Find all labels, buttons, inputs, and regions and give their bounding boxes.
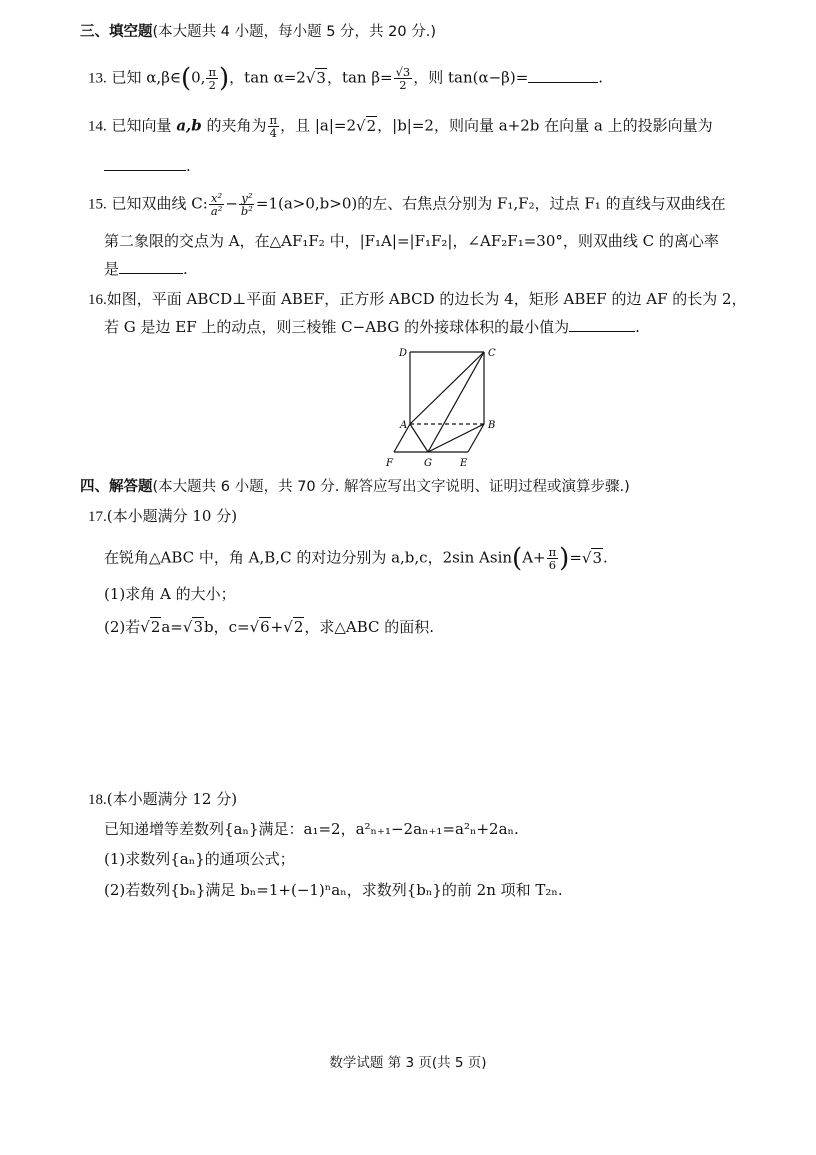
segment-AG (410, 424, 428, 452)
segment-CG (428, 352, 484, 452)
section-3-heading (80, 22, 436, 42)
q18-part-2: (2)若数列{bₙ}满足 bₙ=1+(−1)ⁿaₙ，求数列{bₙ}的前 2n 项和 T₂ₙ. (104, 881, 563, 899)
sqrt: √2 (356, 116, 377, 135)
sqrt: √6 (249, 618, 270, 636)
q17-part-1: (1)求角 A 的大小； (104, 585, 236, 603)
fraction: $\frac{\text{y²}}{\text{b²}}$ (240, 191, 253, 218)
fraction: $\frac{\pi}{6}$ (548, 545, 557, 572)
fraction: $\frac{\text{x²}}{\text{a²}}$ (210, 191, 223, 218)
section-4-title: 四、解答题 (80, 479, 153, 495)
sqrt: √3 (581, 548, 602, 567)
q15-line-3: 是 . (104, 260, 188, 278)
question-16: 16.如图，平面 ABCD⊥平面 ABEF，正方形 ABCD 的边长为 4，矩形 ABEF 的边 AF 的长为 2， (88, 290, 747, 308)
score-note: (本小题满分 10 分) (106, 507, 238, 525)
question-number: 18. (88, 792, 107, 808)
sqrt: √3 (182, 618, 203, 636)
question-14: 14. 已知向量 a,b 的夹角为 $\frac{\pi}{4}$ ，且 |a|=2√2，|b|=2，则向量 a+2b 在向量 a 上的投影向量为 (88, 113, 713, 140)
answer-blank[interactable] (119, 259, 183, 274)
question-number: 14. (88, 118, 107, 135)
question-18 (88, 789, 237, 810)
q15-line-2: 第二象限的交点为 A，在△AF₁F₂ 中，|F₁A|=|F₁F₂|，∠AF₂F₁=30°，则双曲线 C 的离心率 (104, 232, 719, 250)
answer-blank[interactable] (104, 156, 186, 171)
label-D: D (399, 348, 408, 359)
label-B: B (488, 420, 496, 431)
label-C: C (488, 348, 496, 359)
section-4-note: (本大题共 6 小题，共 70 分. 解答应写出文字说明、证明过程或演算步骤.) (152, 479, 630, 495)
section-3-note: (本大题共 4 小题，每小题 5 分，共 20 分.) (152, 24, 436, 40)
fraction: $\frac{\pi}{2}$ (208, 65, 217, 92)
q13-interval-start: 0, (191, 68, 206, 87)
page-footer: 数学试题 第 3 页(共 5 页) (329, 1055, 487, 1071)
q13-text-c: ，tan β= (326, 68, 393, 87)
label-F: F (386, 458, 393, 469)
fraction: $\frac{√3}{2}$ (395, 65, 411, 92)
q13-text-a: 已知 α,β∈ (111, 68, 181, 87)
question-number: 16. (88, 292, 107, 308)
geometry-figure (380, 340, 520, 472)
sqrt: √2 (140, 618, 161, 636)
question-13: 13. 已知 α,β∈(0, $\frac{\pi}{2}$ )，tan α=2√3，tan β= $\frac{√3}{2}$ ，则 tan(α−β)= . (88, 63, 604, 94)
q18-part-1: (1)求数列{aₙ}的通项公式； (104, 850, 295, 868)
q13-text-d: ，则 tan(α−β)= (413, 68, 529, 87)
q13-text-b: ，tan α=2 (229, 68, 306, 87)
section-4-heading (80, 477, 630, 497)
answer-blank[interactable] (569, 317, 635, 332)
sqrt: √3 (305, 68, 326, 87)
q16-line-2: 若 G 是边 EF 上的动点，则三棱锥 C−ABG 的外接球体积的最小值为 . (104, 318, 640, 336)
segment-CA (410, 352, 484, 424)
question-number: 13. (88, 70, 107, 87)
answer-blank[interactable] (528, 68, 598, 83)
sqrt: √2 (283, 618, 304, 636)
section-3-title: 三、填空题 (80, 24, 153, 40)
score-note: (本小题满分 12 分) (106, 790, 238, 808)
label-E: E (460, 458, 468, 469)
question-number: 15. (88, 196, 107, 213)
question-17 (88, 506, 237, 527)
q18-stem: 已知递增等差数列{aₙ}满足：a₁=2，a²ₙ₊₁−2aₙ₊₁=a²ₙ+2aₙ. (104, 820, 519, 838)
question-15: 15. 已知双曲线 C: $\frac{\text{x²}}{\text{a²}}$ − $\frac{\text{y²}}{\text{b²}}$ =1(a>0,b>0)的左、右焦点分别为 F₁,F₂，过点 F₁ 的直线与双曲线在 (88, 191, 726, 218)
fraction: $\frac{\pi}{4}$ (269, 113, 278, 140)
label-A: A (400, 420, 408, 431)
label-G: G (424, 458, 432, 469)
question-number: 17. (88, 509, 107, 525)
q17-part-2: (2)若√2a=√3b，c=√6+√2，求△ABC 的面积. (104, 618, 435, 636)
q14-answer-line: . (104, 156, 191, 176)
q17-stem: 在锐角△ABC 中，角 A,B,C 的对边分别为 a,b,c，2sin Asin(A+ $\frac{\pi}{6}$ )=√3. (104, 543, 608, 574)
